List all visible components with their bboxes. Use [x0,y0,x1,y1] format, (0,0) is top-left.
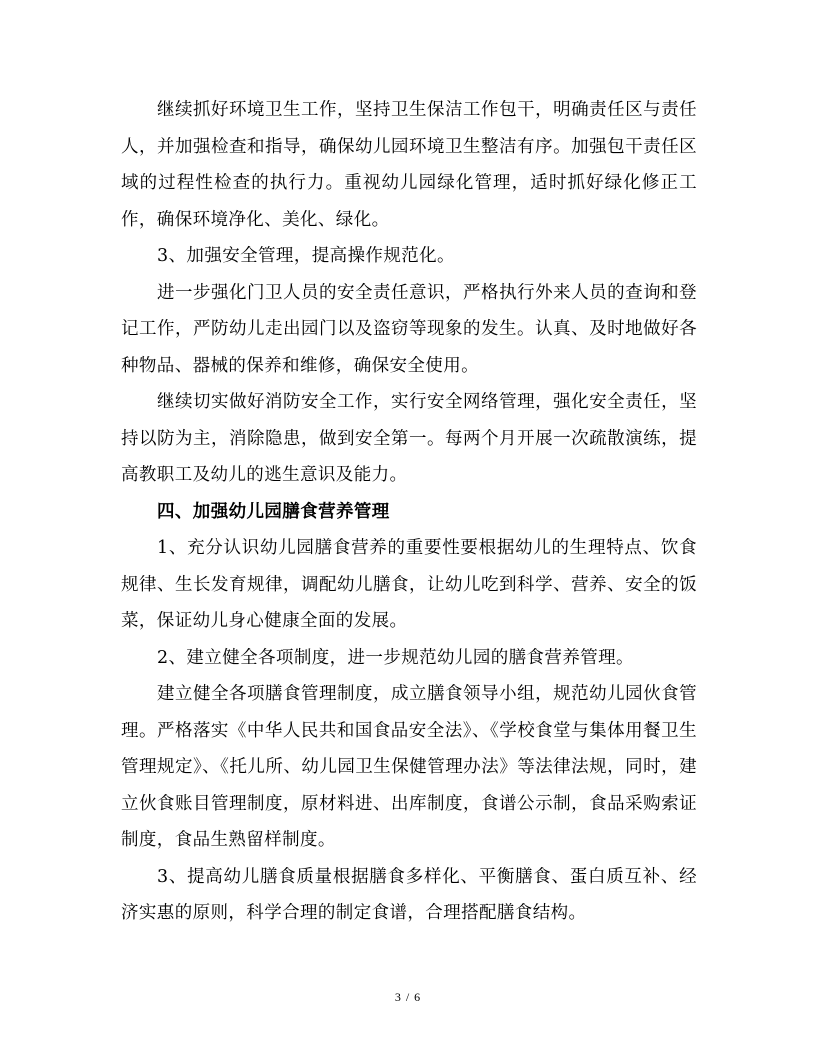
paragraph-fire-safety: 继续切实做好消防安全工作，实行安全网络管理，强化安全责任，坚持以防为主，消除隐患，做到安全第一。每两个月开展一次疏散演练，提高教职工及幼儿的逃生意识及能力。 [121,392,697,485]
paragraph-gatekeeper-safety: 进一步强化门卫人员的安全责任意识，严格执行外来人员的查询和登记工作，严防幼儿走出园门以及盗窃等现象的发生。认真、及时地做好各种物品、器械的保养和维修，确保安全使用。 [121,282,697,376]
paragraph-safety-management-title: 3、加强安全管理，提高操作规范化。 [157,246,455,266]
document-body [121,92,697,932]
paragraph-nutrition-importance: 1、充分认识幼儿园膳食营养的重要性要根据幼儿的生理特点、饮食规律、生长发育规律，调配幼儿膳食，让幼儿吃到科学、营养、安全的饭菜，保证幼儿身心健康全面的发展。 [121,538,697,631]
page-number: 3 / 6 [394,990,422,1004]
paragraph-environment-hygiene: 继续抓好环境卫生工作，坚持卫生保洁工作包干，明确责任区与责任人，并加强检查和指导，确保幼儿园环境卫生整洁有序。加强包干责任区域的过程性检查的执行力。重视幼儿园绿化管理，适时抓好绿化修正工作，确保环境净化、美化、绿化。 [121,100,697,230]
paragraph-meal-management-system: 建立健全各项膳食管理制度，成立膳食领导小组，规范幼儿园伙食管理。严格落实《中华人民共和国食品安全法》、《学校食堂与集体用餐卫生管理规定》、《托儿所、幼儿园卫生保健管理办法》等法律法规，同时，建立伙食账目管理制度，原材料进、出库制度，食谱公示制，食品采购索证制度，食品生熟留样制度。 [121,684,697,850]
paragraph-system-building-title: 2、建立健全各项制度，进一步规范幼儿园的膳食营养管理。 [157,647,634,668]
paragraph-meal-quality: 3、提高幼儿膳食质量根据膳食多样化、平衡膳食、蛋白质互补、经济实惠的原则，科学合理的制定食谱，合理搭配膳食结构。 [121,866,697,923]
section-heading-nutrition: 四、加强幼儿园膳食营养管理 [157,501,390,522]
